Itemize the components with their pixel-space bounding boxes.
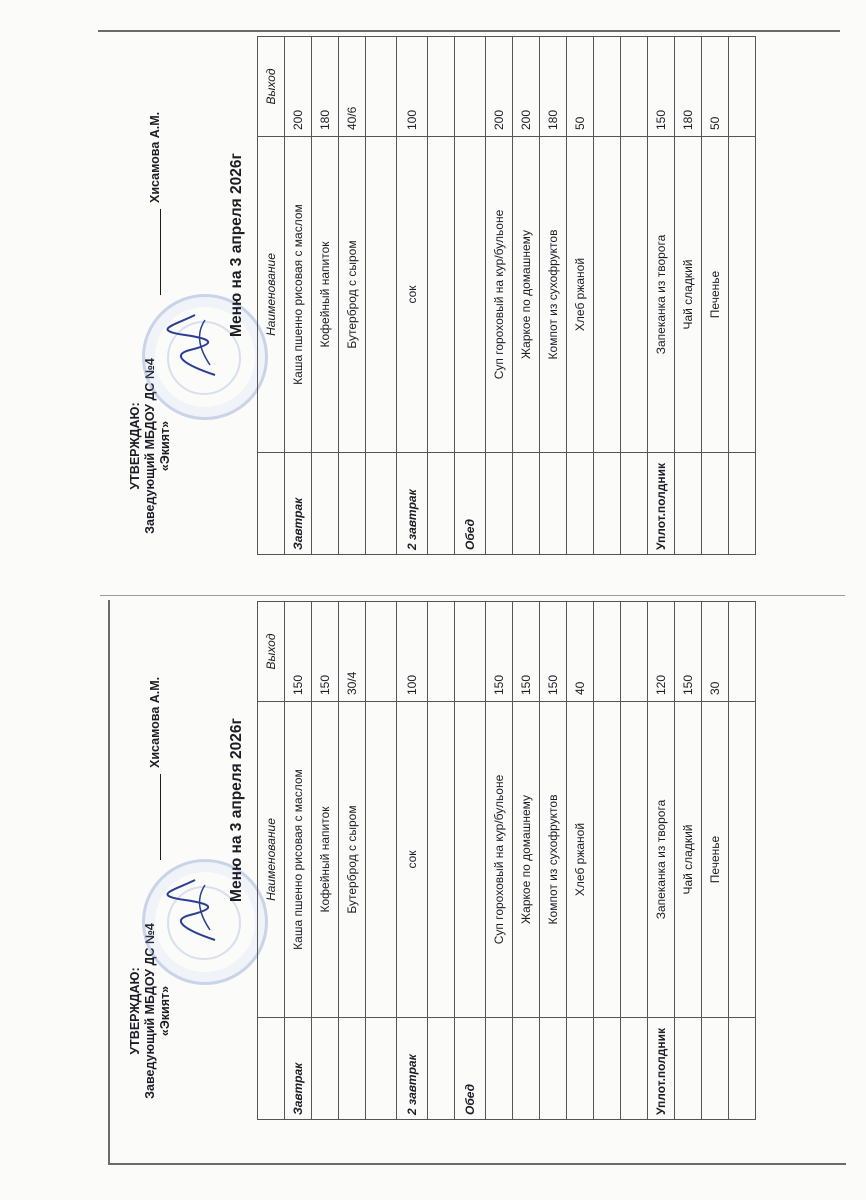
yield-cell: 150 xyxy=(486,602,513,702)
dish-cell: Каша пшенно рисовая с маслом xyxy=(285,702,312,1018)
signer-name: Хисамова А.М. xyxy=(148,111,162,203)
meal-cell: Завтрак xyxy=(285,453,312,555)
yield-cell: 150 xyxy=(540,602,567,702)
table-row xyxy=(729,602,756,1120)
table-row xyxy=(567,37,594,555)
table-row xyxy=(540,37,567,555)
meal-cell xyxy=(366,453,397,555)
table-row xyxy=(366,602,397,1120)
menu-title: Меню на 3 апреля 2026г xyxy=(228,153,245,337)
yield-cell: 150 xyxy=(285,602,312,702)
approval-line-2: Заведующий МБДОУ ДС №4 xyxy=(143,358,157,534)
table-row xyxy=(513,37,540,555)
yield-cell: 180 xyxy=(540,37,567,137)
header-name: Наименование xyxy=(258,137,285,453)
meal-cell xyxy=(540,453,567,555)
menu-table xyxy=(257,601,756,1120)
signature-scribble xyxy=(165,310,225,380)
menu-sheet-right-content xyxy=(120,0,722,595)
dish-cell xyxy=(594,137,621,453)
table-row xyxy=(428,37,455,555)
dish-cell: Печенье xyxy=(702,137,729,453)
meal-cell xyxy=(366,1018,397,1120)
approval-line-1: УТВЕРЖДАЮ: xyxy=(128,967,142,1055)
meal-cell xyxy=(339,1018,366,1120)
menu-header-row xyxy=(258,602,285,1120)
yield-cell xyxy=(366,37,397,137)
meal-cell xyxy=(729,453,756,555)
table-row xyxy=(594,37,621,555)
signature-line xyxy=(160,209,161,295)
table-row xyxy=(285,37,312,555)
table-row xyxy=(455,37,486,555)
table-row xyxy=(486,37,513,555)
dish-cell xyxy=(455,137,486,453)
meal-cell xyxy=(513,453,540,555)
dish-cell: Бутерброд с сыром xyxy=(339,702,366,1018)
approval-line-3: «Экият» xyxy=(158,985,172,1037)
yield-cell xyxy=(594,37,621,137)
yield-cell: 180 xyxy=(675,37,702,137)
yield-cell: 180 xyxy=(312,37,339,137)
meal-cell xyxy=(339,453,366,555)
meal-cell xyxy=(540,1018,567,1120)
dish-cell: сок xyxy=(397,137,428,453)
table-row xyxy=(312,37,339,555)
dish-cell: сок xyxy=(397,702,428,1018)
header-meal xyxy=(258,1018,285,1120)
meal-cell xyxy=(486,1018,513,1120)
table-row xyxy=(621,37,648,555)
dish-cell: Хлеб ржаной xyxy=(567,137,594,453)
meal-cell xyxy=(513,1018,540,1120)
menu-sheet-left xyxy=(120,600,722,1160)
yield-cell: 100 xyxy=(397,37,428,137)
yield-cell: 30/4 xyxy=(339,602,366,702)
meal-cell xyxy=(428,453,455,555)
yield-cell xyxy=(455,37,486,137)
yield-cell: 50 xyxy=(567,37,594,137)
table-row xyxy=(285,602,312,1120)
meal-cell: Обед xyxy=(455,453,486,555)
meal-cell: 2 завтрак xyxy=(397,1018,428,1120)
meal-cell: 2 завтрак xyxy=(397,453,428,555)
table-row xyxy=(486,602,513,1120)
yield-cell xyxy=(729,37,756,137)
frame-bottom-line xyxy=(108,1163,846,1165)
signature-scribble xyxy=(165,875,225,945)
meal-cell xyxy=(729,1018,756,1120)
yield-cell: 120 xyxy=(648,602,675,702)
header-yield: Выход xyxy=(258,602,285,702)
table-row xyxy=(513,602,540,1120)
dish-cell xyxy=(729,137,756,453)
yield-cell xyxy=(729,602,756,702)
approval-line-2: Заведующий МБДОУ ДС №4 xyxy=(143,923,157,1099)
dish-cell: Чай сладкий xyxy=(675,702,702,1018)
signature-row xyxy=(148,75,162,295)
dish-cell: Жаркое по домашнему xyxy=(513,137,540,453)
dish-cell xyxy=(366,702,397,1018)
header-yield: Выход xyxy=(258,37,285,137)
table-row xyxy=(567,602,594,1120)
yield-cell xyxy=(621,37,648,137)
table-row xyxy=(397,37,428,555)
dish-cell xyxy=(428,702,455,1018)
menu-header-row xyxy=(258,37,285,555)
meal-cell xyxy=(567,1018,594,1120)
table-row xyxy=(621,602,648,1120)
dish-cell: Кофейный напиток xyxy=(312,702,339,1018)
dish-cell: Бутерброд с сыром xyxy=(339,137,366,453)
meal-cell xyxy=(594,453,621,555)
header-name: Наименование xyxy=(258,702,285,1018)
table-row xyxy=(312,602,339,1120)
table-row xyxy=(648,602,675,1120)
dish-cell xyxy=(366,137,397,453)
yield-cell: 200 xyxy=(285,37,312,137)
meal-cell xyxy=(621,1018,648,1120)
dish-cell: Печенье xyxy=(702,702,729,1018)
dish-cell xyxy=(621,137,648,453)
dish-cell: Суп гороховый на кур/бульоне xyxy=(486,702,513,1018)
table-row xyxy=(366,37,397,555)
dish-cell: Компот из сухофруктов xyxy=(540,137,567,453)
dish-cell: Компот из сухофруктов xyxy=(540,702,567,1018)
dish-cell xyxy=(428,137,455,453)
meal-cell: Уплот.полдник xyxy=(648,453,675,555)
dish-cell: Жаркое по домашнему xyxy=(513,702,540,1018)
meal-cell xyxy=(567,453,594,555)
meal-cell xyxy=(312,1018,339,1120)
meal-cell xyxy=(486,453,513,555)
meal-cell xyxy=(702,1018,729,1120)
signature-row xyxy=(148,640,162,860)
yield-cell: 50 xyxy=(702,37,729,137)
dish-cell: Кофейный напиток xyxy=(312,137,339,453)
meal-cell xyxy=(621,453,648,555)
table-row xyxy=(702,37,729,555)
signature-line xyxy=(160,774,161,860)
table-row xyxy=(648,37,675,555)
yield-cell xyxy=(594,602,621,702)
yield-cell: 30 xyxy=(702,602,729,702)
menu-table xyxy=(257,36,756,555)
table-row xyxy=(675,37,702,555)
table-row xyxy=(702,602,729,1120)
yield-cell xyxy=(621,602,648,702)
table-row xyxy=(455,602,486,1120)
menu-title: Меню на 3 апреля 2026г xyxy=(228,718,245,902)
dish-cell xyxy=(455,702,486,1018)
meal-cell xyxy=(428,1018,455,1120)
dish-cell xyxy=(621,702,648,1018)
meal-cell: Завтрак xyxy=(285,1018,312,1120)
dish-cell: Каша пшенно рисовая с маслом xyxy=(285,137,312,453)
table-row xyxy=(428,602,455,1120)
meal-cell xyxy=(675,453,702,555)
yield-cell xyxy=(428,602,455,702)
dish-cell xyxy=(729,702,756,1018)
frame-left-line xyxy=(108,600,110,1165)
meal-cell xyxy=(675,1018,702,1120)
yield-cell xyxy=(428,37,455,137)
yield-cell: 200 xyxy=(513,37,540,137)
meal-cell xyxy=(702,453,729,555)
table-row xyxy=(339,602,366,1120)
table-row xyxy=(397,602,428,1120)
dish-cell: Запеканка из творога xyxy=(648,702,675,1018)
approval-line-1: УТВЕРЖДАЮ: xyxy=(128,402,142,490)
table-row xyxy=(339,37,366,555)
yield-cell xyxy=(366,602,397,702)
signer-name: Хисамова А.М. xyxy=(148,676,162,768)
yield-cell: 100 xyxy=(397,602,428,702)
meal-cell xyxy=(594,1018,621,1120)
yield-cell: 40/6 xyxy=(339,37,366,137)
meal-cell: Обед xyxy=(455,1018,486,1120)
header-meal xyxy=(258,453,285,555)
dish-cell xyxy=(594,702,621,1018)
yield-cell: 150 xyxy=(312,602,339,702)
yield-cell: 40 xyxy=(567,602,594,702)
yield-cell: 150 xyxy=(648,37,675,137)
dish-cell: Запеканка из творога xyxy=(648,137,675,453)
table-row xyxy=(729,37,756,555)
meal-cell xyxy=(312,453,339,555)
approval-line-3: «Экият» xyxy=(158,420,172,472)
yield-cell: 150 xyxy=(675,602,702,702)
menu-sheet-right xyxy=(120,35,722,595)
dish-cell: Суп гороховый на кур/бульоне xyxy=(486,137,513,453)
yield-cell xyxy=(455,602,486,702)
yield-cell: 200 xyxy=(486,37,513,137)
table-row xyxy=(540,602,567,1120)
table-row xyxy=(675,602,702,1120)
table-row xyxy=(594,602,621,1120)
yield-cell: 150 xyxy=(513,602,540,702)
dish-cell: Чай сладкий xyxy=(675,137,702,453)
meal-cell: Уплот.полдник xyxy=(648,1018,675,1120)
dish-cell: Хлеб ржаной xyxy=(567,702,594,1018)
